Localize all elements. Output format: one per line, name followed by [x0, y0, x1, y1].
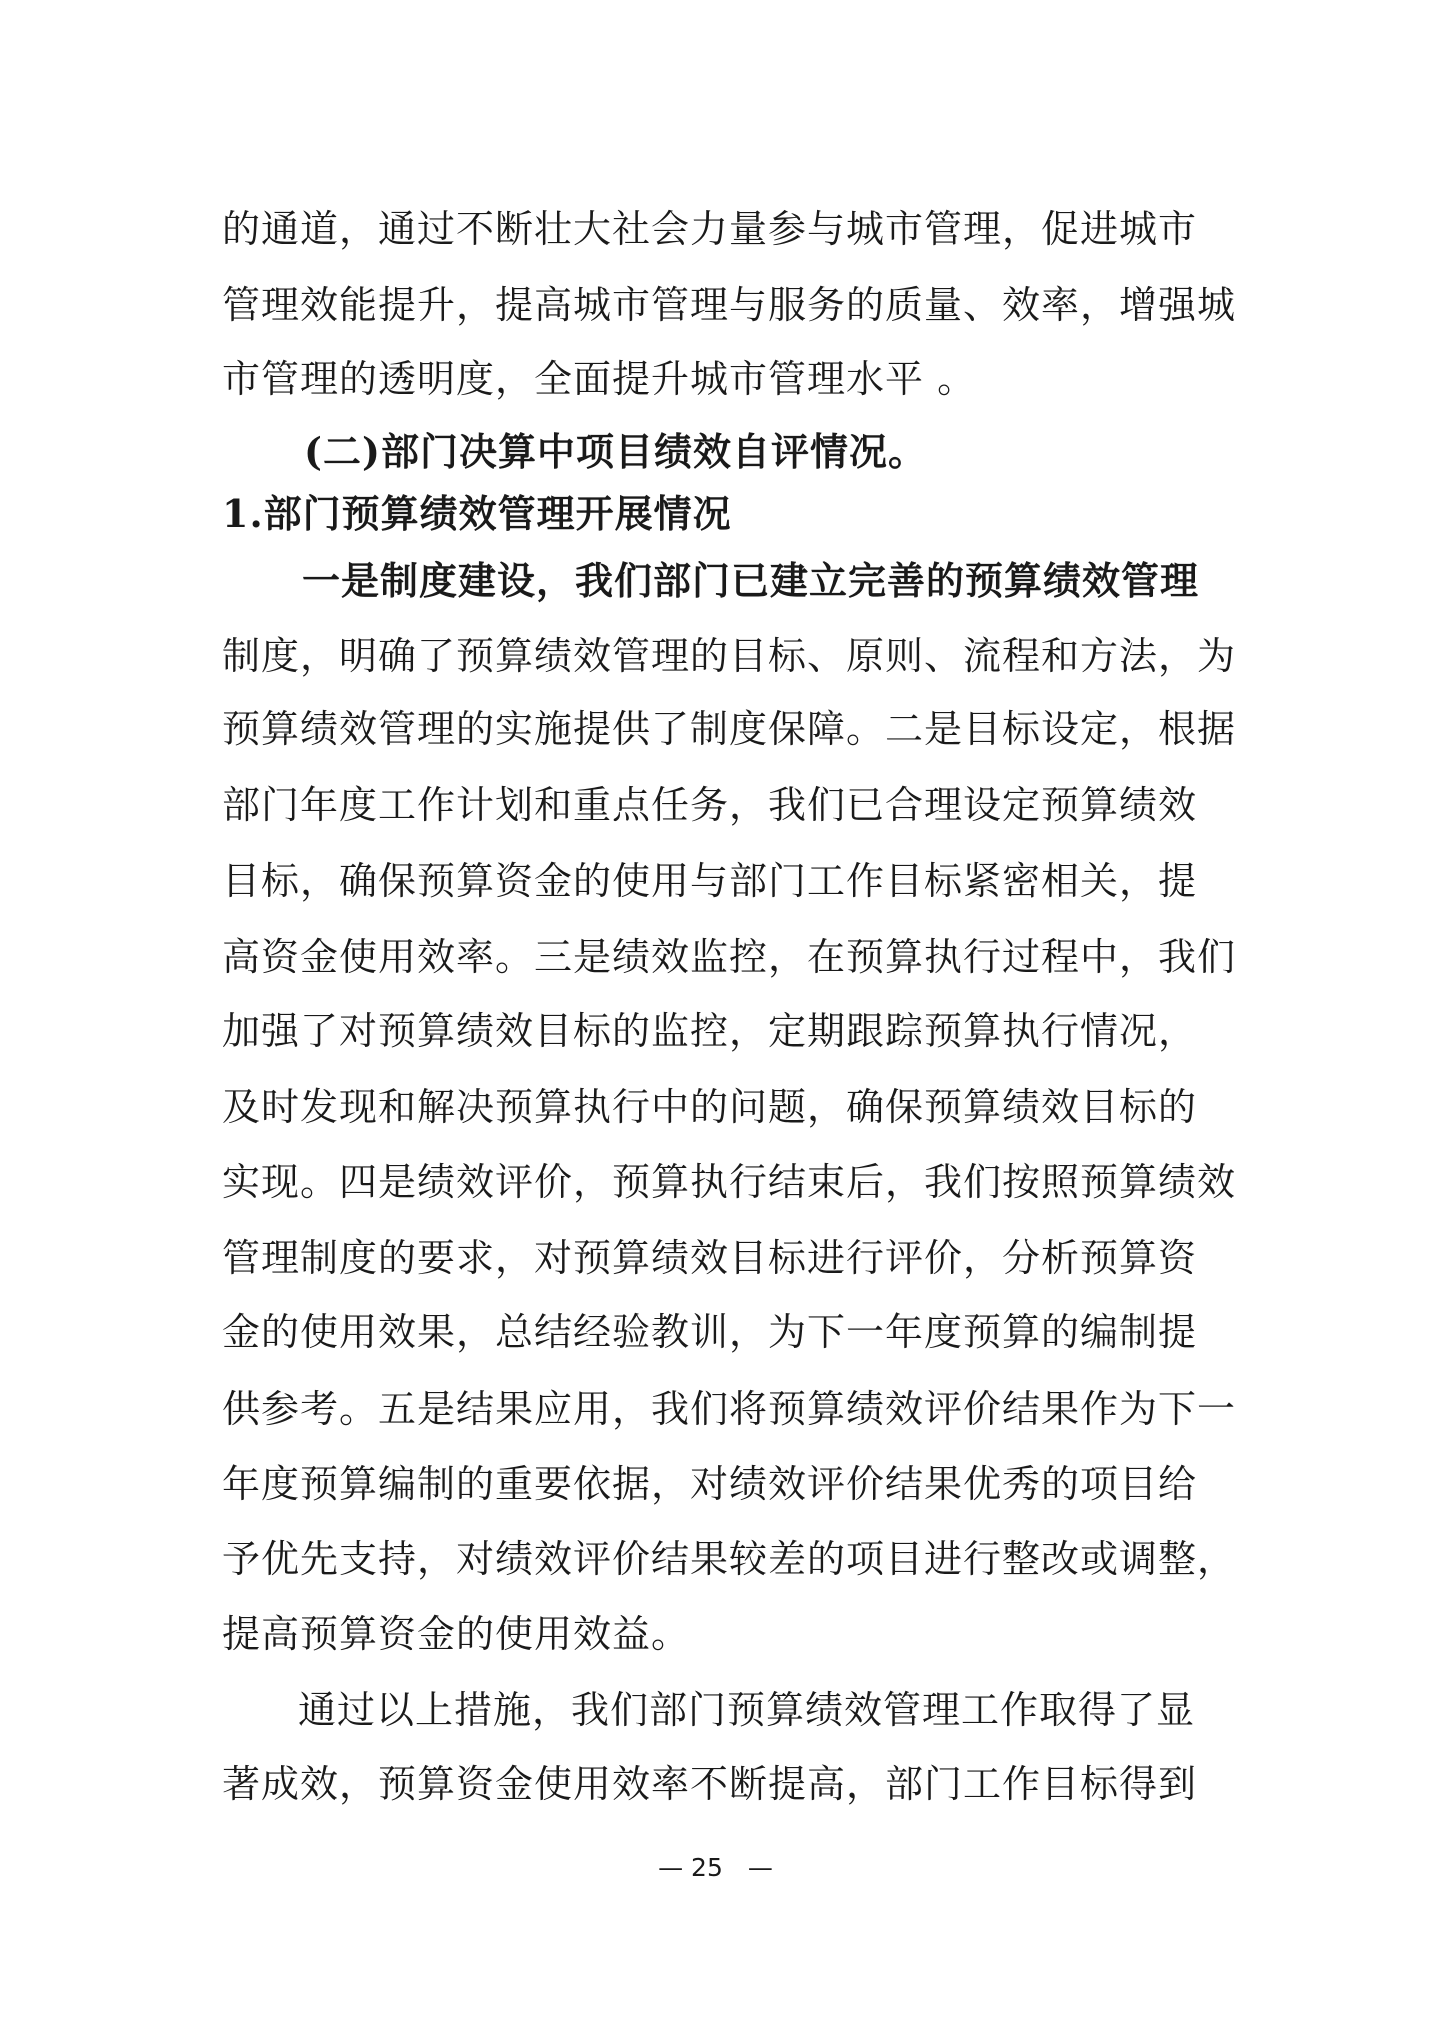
body-line: 市管理的透明度，全面提升城市管理水平 。: [222, 357, 977, 401]
body-line: 予优先支持，对绩效评价结果较差的项目进行整改或调整，: [222, 1537, 1237, 1581]
body-line: 年度预算编制的重要依据，对绩效评价结果优秀的项目给: [222, 1462, 1198, 1506]
body-line: 提高预算资金的使用效益。: [222, 1612, 691, 1656]
body-line: 金的使用效果，总结经验教训，为下一年度预算的编制提: [222, 1310, 1198, 1354]
subsection-heading: 1.部门预算绩效管理开展情况: [222, 491, 732, 536]
page-number: — 25 —: [658, 1853, 773, 1882]
body-line: 的通道，通过不断壮大社会力量参与城市管理，促进城市: [222, 207, 1198, 251]
paragraph-first-line: 通过以上措施，我们部门预算绩效管理工作取得了显: [298, 1688, 1196, 1732]
body-line: 高资金使用效率。三是绩效监控，在预算执行过程中，我们: [222, 935, 1237, 979]
section-heading: (二)部门决算中项目绩效自评情况。: [304, 429, 927, 474]
body-line: 管理制度的要求，对预算绩效目标进行评价，分析预算资: [222, 1236, 1198, 1280]
body-line: 目标，确保预算资金的使用与部门工作目标紧密相关，提: [222, 859, 1198, 903]
body-line: 实现。四是绩效评价，预算执行结束后，我们按照预算绩效: [222, 1160, 1237, 1204]
body-line: 制度，明确了预算绩效管理的目标、原则、流程和方法，为: [222, 634, 1237, 678]
body-line: 预算绩效管理的实施提供了制度保障。二是目标设定，根据: [222, 707, 1237, 751]
body-line: 及时发现和解决预算执行中的问题，确保预算绩效目标的: [222, 1085, 1198, 1129]
body-line: 供参考。五是结果应用，我们将预算绩效评价结果作为下一: [222, 1387, 1237, 1431]
body-line: 部门年度工作计划和重点任务，我们已合理设定预算绩效: [222, 783, 1198, 827]
paragraph-lead: 一是制度建设，我们部门已建立完善的预算绩效管理: [302, 558, 1200, 603]
body-line: 加强了对预算绩效目标的监控，定期跟踪预算执行情况，: [222, 1009, 1198, 1053]
body-line: 管理效能提升，提高城市管理与服务的质量、效率，增强城: [222, 283, 1237, 327]
body-line: 著成效，预算资金使用效率不断提高，部门工作目标得到: [222, 1762, 1198, 1806]
